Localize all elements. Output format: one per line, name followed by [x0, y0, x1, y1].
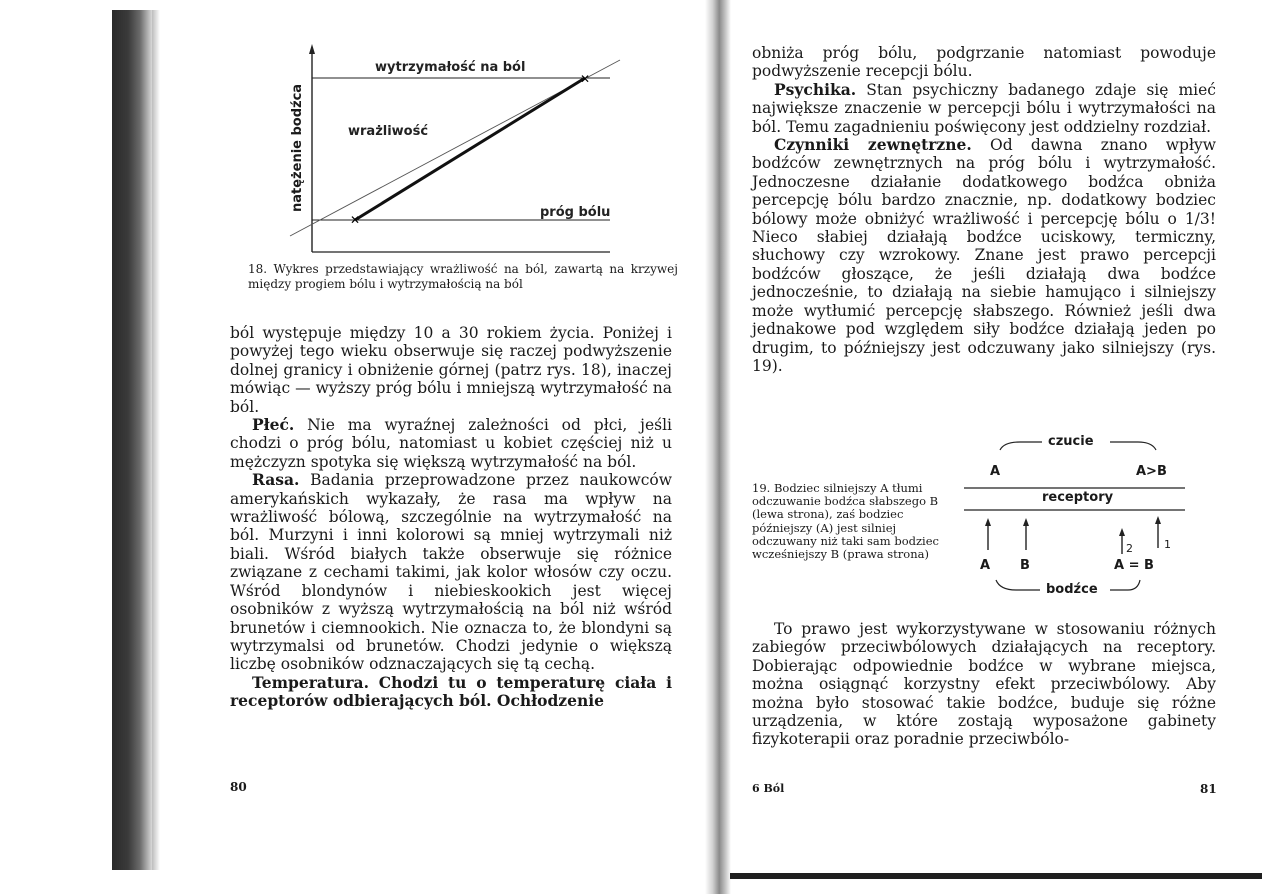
- page-number-right: 81: [1200, 782, 1217, 796]
- label-num-2: 2: [1126, 542, 1133, 555]
- paragraph-czynniki: Czynniki zewnętrzne. Od dawna znano wpływ bodźców zewnętrznych na próg bólu i wytrzymałość. Jednoczesne działanie dodatkowego bodźca obniża percepcję bólu bardzo znacznie, np. dodatkowy bodziec bólowy może obniżyć wrażliwość i percepcję bólu o 1/3! Nieco słabiej działają bodźce uciskowy, termiczny, słuchowy czy wzrokowy. Znane jest prawo percepcji bodźców głoszące, że jeśli działają dwa bodźce jednocześnie, to działają na siebie hamująco i silniejszy może wytłumić percepcję słabszego. Również jeśli dwa jednakowe pod względem siły bodźce działają jeden po drugim, to późniejszy jest odczuwany jako silniejszy (rys. 19).: [752, 135, 1217, 375]
- label-A-top: A: [990, 464, 1001, 479]
- paragraph-prawo: To prawo jest wykorzystywane w stosowaniu różnych zabiegów przeciwbólowych działających na receptory. Dobierając odpowiednie bodźce w wybrane miejsca, można osiągnąć korzystny efekt przeciwbólowy. Aby można było stosować takie bodźce, buduje się różne urządzenia, w które zostają wyposażone gabinety fizykoterapii oraz poradnie przeciwbólo-: [752, 620, 1216, 749]
- figure-19-caption: 19. Bodziec silniejszy A tłumi odczuwanie bodźca słabszego B (lewa strona), zaś bodziec późniejszy (A) jest silniej odczuwany niż taki sam bodziec wcześniejszy B (prawa strona): [752, 481, 939, 562]
- left-page-body: [230, 324, 672, 711]
- label-bodzce: bodźce: [1046, 582, 1098, 597]
- paragraph-plec: Płeć. Nie ma wyraźnej zależności od płci, jeśli chodzi o próg bólu, natomiast u kobiet częściej niż u mężczyzn spotyka się większą wytrzymałość na ból.: [230, 415, 672, 471]
- label-A-bottom: A: [980, 558, 991, 573]
- label-A-equals-B: A = B: [1114, 558, 1154, 573]
- y-axis-label: natężenie bodźca: [290, 83, 305, 212]
- book-gutter: [705, 0, 731, 894]
- paragraph-rasa: Rasa. Badania przeprowadzone przez naukowców amerykańskich wykazały, że rasa ma wpływ na wrażliwość bólową, szczególnie na wytrzymałość na ból. Murzyni i inni kolorowi są mniej wytrzymali niż biali. Wśród białych także obserwuje się różnice związane z cechami takimi, jak kolor włosów czy oczu. Wśród blondynów i niebieskookich jest więcej osobników z wyższą wytrzymałością na ból niż wśród brunetów i ciemnookich. Nie oznacza to, że blondyni są wytrzymalsi od brunetów. Chodzi jedynie o większą liczbę osobników odznaczających się tą cechą.: [230, 470, 672, 674]
- right-page-body-bottom: [752, 620, 1216, 749]
- label-A-gt-B: A>B: [1136, 464, 1167, 479]
- label-prog-bolu: próg bólu: [540, 205, 611, 220]
- sensitivity-line: [355, 78, 585, 220]
- label-B-bottom: B: [1020, 558, 1030, 573]
- intersection-mark-lower: ✕: [350, 213, 361, 227]
- figure-18-chart: [270, 40, 650, 265]
- paragraph: obniża próg bólu, podgrzanie natomiast powoduje podwyższenie recepcji bólu.: [752, 44, 1216, 81]
- right-page-body-top: [752, 44, 1216, 375]
- scan-binding-shadow: [112, 10, 152, 870]
- arrow-A-left-head: [985, 518, 991, 526]
- y-axis-arrow: [309, 44, 315, 54]
- figure-19-diagram: [960, 430, 1200, 605]
- paragraph: ból występuje między 10 a 30 rokiem życia. Poniżej i powyżej tego wieku obserwuje się raczej podwyższenie dolnej granicy i obniżenie górnej (patrz rys. 18), inaczej mówiąc — wyższy próg bólu i mniejszą wytrzymałość na ból.: [230, 324, 672, 416]
- label-wytrzymalosc: wytrzymałość na ból: [375, 60, 526, 75]
- bodzce-bracket-left: [996, 580, 1040, 590]
- label-wrazliwosc: wrażliwość: [348, 124, 429, 139]
- label-num-1: 1: [1164, 538, 1171, 551]
- arrow-B-left-head: [1023, 518, 1029, 526]
- figure-18-caption: 18. Wykres przedstawiający wrażliwość na ból, zawartą na krzywej między progiem bólu i wytrzymałością na ból: [248, 262, 678, 291]
- paragraph-psychika: Psychika. Stan psychiczny badanego zdaje się mieć największe znaczenie w percepcji bólu i wytrzymałości na ból. Temu zagadnieniu poświęcony jest oddzielny rozdział.: [752, 79, 1216, 136]
- footer-signature: 6 Ból: [752, 782, 785, 795]
- scan-bottom-edge: [730, 873, 1262, 879]
- arrow-1-right-head: [1155, 516, 1161, 524]
- paragraph-temperatura: Temperatura. Chodzi tu o temperaturę ciała i receptorów odbierających ból. Ochłodzenie: [230, 672, 672, 711]
- label-czucie: czucie: [1048, 434, 1094, 449]
- figure-19-svg: [960, 430, 1200, 605]
- bodzce-bracket-right: [1110, 580, 1140, 590]
- czucie-bracket-left: [1000, 442, 1042, 450]
- arrow-2-right-head: [1119, 528, 1125, 536]
- label-receptory: receptory: [1042, 490, 1114, 505]
- intersection-mark-upper: ✕: [580, 72, 591, 86]
- page-number-left: 80: [230, 780, 247, 794]
- scan-binding-fade: [152, 10, 160, 870]
- czucie-bracket-right: [1110, 442, 1156, 450]
